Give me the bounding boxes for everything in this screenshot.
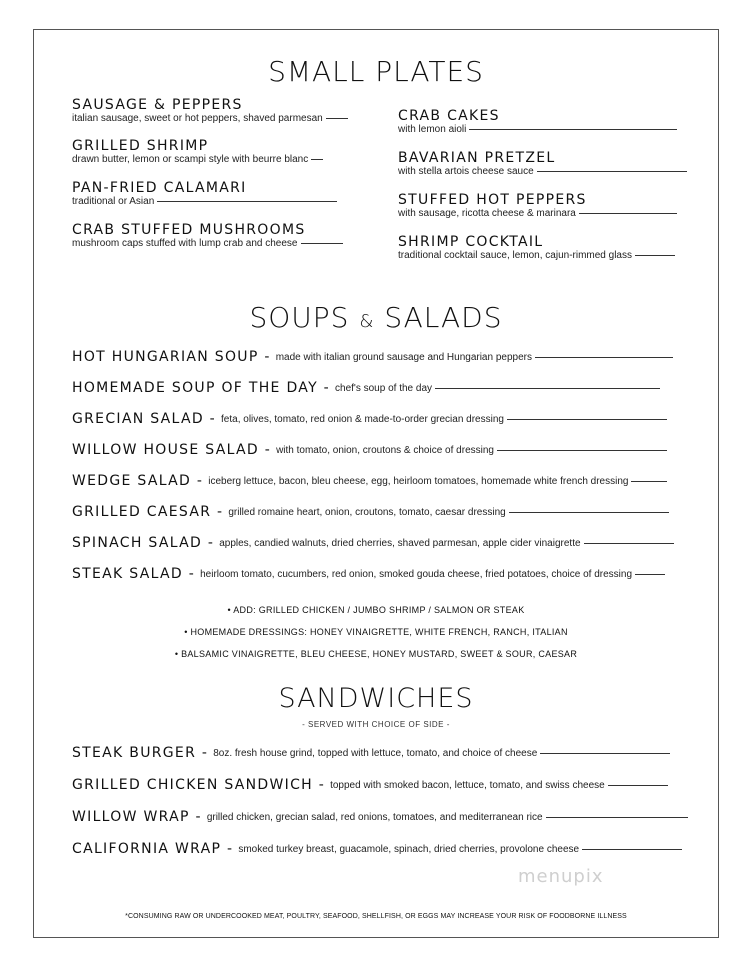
- menu-item: [72, 380, 660, 396]
- item-name: CRAB CAKES: [398, 108, 500, 124]
- title-part: SALADS: [384, 301, 503, 334]
- menu-item: [72, 411, 667, 427]
- menu-item: [72, 138, 323, 166]
- menu-item: [72, 180, 337, 208]
- item-desc: mushroom caps stuffed with lump crab and cheese: [72, 238, 298, 249]
- item-name: GRILLED SHRIMP: [72, 138, 209, 154]
- item-desc: with stella artois cheese sauce: [398, 166, 534, 177]
- note-dressings-more: • BALSAMIC VINAIGRETTE, BLEU CHEESE, HONEY MUSTARD, SWEET & SOUR, CAESAR: [174, 649, 578, 659]
- item-desc: iceberg lettuce, bacon, bleu cheese, egg, heirloom tomatoes, homemade white french dressing: [208, 475, 629, 487]
- item-name: HOMEMADE SOUP OF THE DAY -: [72, 380, 331, 396]
- item-desc: heirloom tomato, cucumbers, red onion, smoked gouda cheese, fried potatoes, choice of dressing: [200, 568, 633, 580]
- item-name: SHRIMP COCKTAIL: [398, 234, 544, 250]
- menu-item: [398, 108, 677, 136]
- item-desc: italian sausage, sweet or hot peppers, shaved parmesan: [72, 113, 323, 124]
- sandwiches-subtitle: - SERVED WITH CHOICE OF SIDE -: [302, 720, 450, 729]
- menu-item: [72, 841, 682, 857]
- note-dressings: • HOMEMADE DRESSINGS: HONEY VINAIGRETTE, WHITE FRENCH, RANCH, ITALIAN: [184, 627, 568, 637]
- small-plates-title: SMALL PLATES: [268, 55, 484, 88]
- menu-item: [72, 745, 670, 761]
- item-name: WILLOW WRAP -: [72, 809, 202, 825]
- menu-item: [398, 234, 675, 262]
- item-desc: with lemon aioli: [398, 124, 467, 135]
- item-desc: with tomato, onion, croutons & choice of dressing: [276, 444, 494, 456]
- item-name: SAUSAGE & PEPPERS: [72, 97, 243, 113]
- menu-item: [398, 150, 687, 178]
- note-add-protein: • ADD: GRILLED CHICKEN / JUMBO SHRIMP / SALMON OR STEAK: [227, 605, 525, 615]
- item-desc: grilled chicken, grecian salad, red onions, tomatoes, and mediterranean rice: [206, 811, 543, 823]
- item-desc: traditional cocktail sauce, lemon, cajun-rimmed glass: [398, 250, 632, 261]
- menu-item: [72, 809, 688, 825]
- menu-item: [72, 473, 667, 489]
- item-name: CALIFORNIA WRAP -: [72, 841, 234, 857]
- menu-item: [72, 535, 674, 551]
- foodborne-illness-disclaimer: *CONSUMING RAW OR UNDERCOOKED MEAT, POULTRY, SEAFOOD, SHELLFISH, OR EGGS MAY INCREASE YOUR RISK OF FOODBORNE ILLNESS: [125, 913, 627, 920]
- sandwiches-title: SANDWICHES: [278, 683, 474, 714]
- item-name: GRILLED CHICKEN SANDWICH -: [72, 777, 326, 793]
- title-part: SOUPS: [249, 301, 350, 334]
- item-name: BAVARIAN PRETZEL: [398, 150, 556, 166]
- menu-item: [398, 192, 677, 220]
- item-desc: traditional or Asian: [72, 196, 155, 207]
- menu-item: [72, 349, 673, 365]
- item-desc: drawn butter, lemon or scampi style with beurre blanc: [72, 154, 309, 165]
- salad-notes: [0, 599, 752, 665]
- title-ampersand: &: [359, 311, 375, 332]
- menu-item: [72, 504, 669, 520]
- soups-salads-title: [0, 301, 752, 334]
- menu-item: [72, 566, 665, 582]
- item-name: WEDGE SALAD -: [72, 473, 204, 489]
- item-desc: made with italian ground sausage and Hungarian peppers: [275, 351, 532, 363]
- item-name: CRAB STUFFED MUSHROOMS: [72, 222, 306, 238]
- item-desc: topped with smoked bacon, lettuce, tomato, and swiss cheese: [330, 779, 605, 791]
- item-desc: grilled romaine heart, onion, croutons, tomato, caesar dressing: [228, 506, 506, 518]
- item-name: STUFFED HOT PEPPERS: [398, 192, 587, 208]
- item-name: WILLOW HOUSE SALAD -: [72, 442, 272, 458]
- item-desc: chef's soup of the day: [335, 382, 433, 394]
- item-name: STEAK SALAD -: [72, 566, 196, 582]
- menu-item: [72, 222, 343, 250]
- menu-item: [72, 777, 668, 793]
- item-name: SPINACH SALAD -: [72, 535, 215, 551]
- item-name: GRILLED CAESAR -: [72, 504, 224, 520]
- item-name: STEAK BURGER -: [72, 745, 209, 761]
- item-name: GRECIAN SALAD -: [72, 411, 217, 427]
- item-desc: smoked turkey breast, guacamole, spinach, dried cherries, provolone cheese: [238, 843, 580, 855]
- menu-item: [72, 97, 348, 125]
- item-desc: feta, olives, tomato, red onion & made-to-order grecian dressing: [221, 413, 504, 425]
- item-desc: with sausage, ricotta cheese & marinara: [398, 208, 576, 219]
- item-name: HOT HUNGARIAN SOUP -: [72, 349, 271, 365]
- item-desc: apples, candied walnuts, dried cherries, shaved parmesan, apple cider vinaigrette: [219, 537, 581, 549]
- item-desc: 8oz. fresh house grind, topped with lettuce, tomato, and choice of cheese: [213, 747, 538, 759]
- menupix-watermark: menupix: [518, 866, 604, 887]
- menu-item: [72, 442, 667, 458]
- item-name: PAN-FRIED CALAMARI: [72, 180, 247, 196]
